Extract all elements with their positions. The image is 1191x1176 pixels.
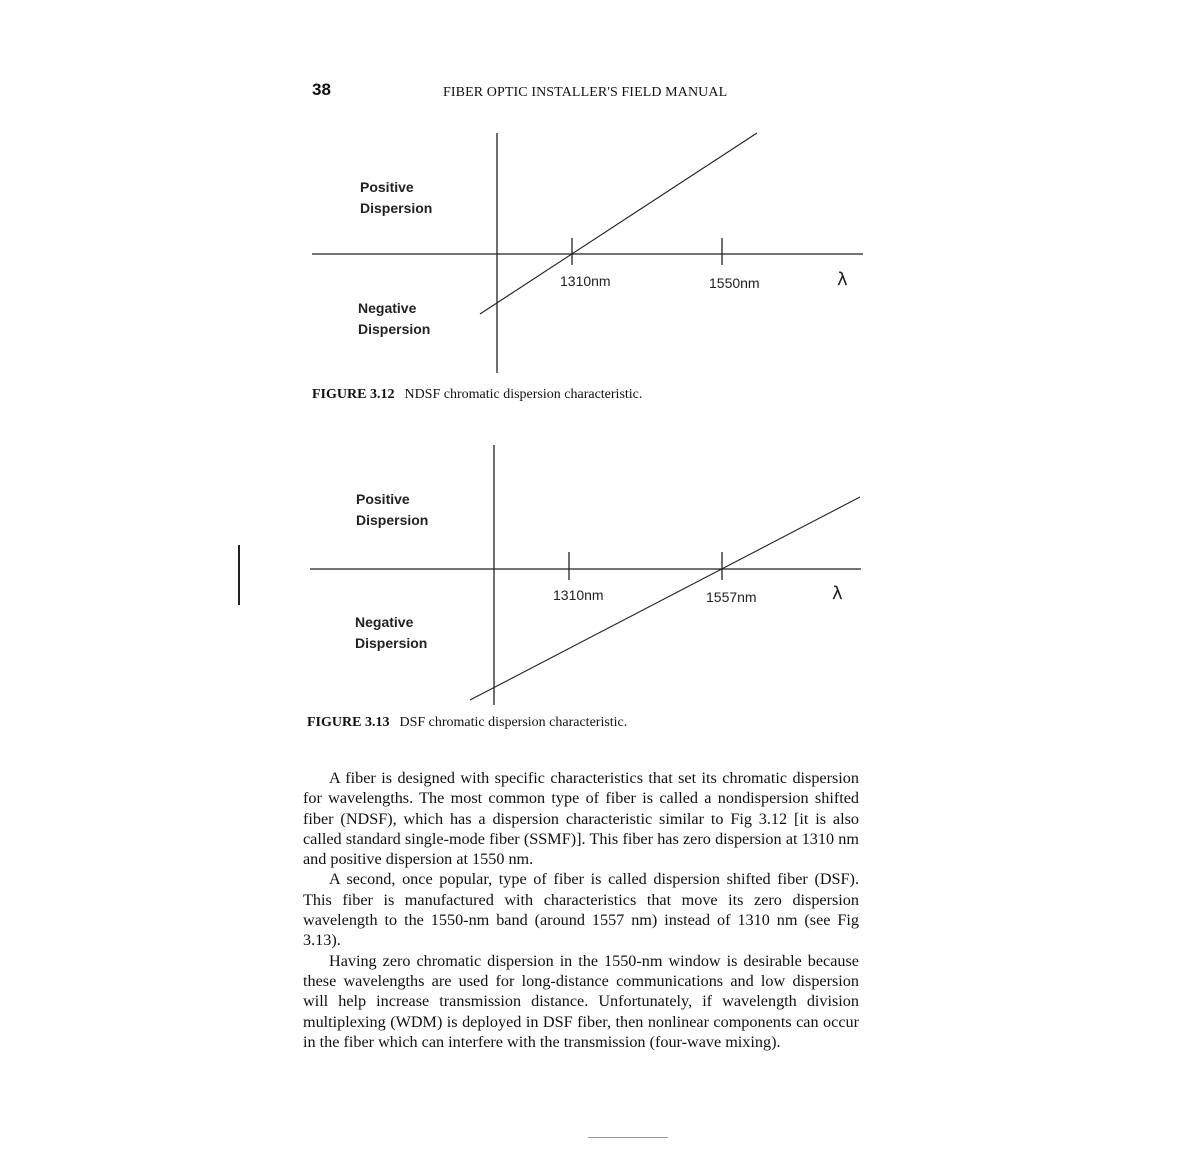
positive-dispersion-label bbox=[360, 177, 432, 219]
figure-3-12-caption bbox=[312, 387, 642, 403]
paragraph-3: Having zero chromatic dispersion in the 1550-nm window is desirable because these wavelengths are used for long-distance communications and low dispersion will help increase transmission distance. Unfortunately, if wavelength division multiplexing (WDM) is deployed in DSF fiber, then nonlinear components can occur in the fiber which can interfere with the transmission (four-wave mixing). bbox=[303, 951, 859, 1051]
lambda-symbol: λ bbox=[837, 269, 848, 290]
tick-label-1550: 1550nm bbox=[709, 275, 760, 291]
caption-number: FIGURE 3.13 bbox=[307, 715, 390, 730]
tick-label-1310: 1310nm bbox=[560, 273, 611, 289]
positive-dispersion-label bbox=[356, 489, 428, 531]
figure-3-13 bbox=[300, 440, 880, 710]
margin-bar bbox=[238, 545, 240, 605]
negative-dispersion-label bbox=[358, 298, 430, 340]
figure-3-12 bbox=[300, 125, 880, 410]
paragraph-1: A fiber is designed with specific characteristics that set its chromatic dispersion for wavelengths. The most common type of fiber is called a nondispersion shifted fiber (NDSF), which has a dispersion characteristic similar to Fig 3.12 [it is also called standard single-mode fiber (SSMF)]. This fiber has zero dispersion at 1310 nm and positive dispersion at 1550 nm. bbox=[303, 769, 859, 869]
dispersion-word: Dispersion bbox=[358, 321, 431, 337]
paragraph-2: A second, once popular, type of fiber is called dispersion shifted fiber (DSF). This fiber is manufactured with characteristics that move its zero dispersion wavelength to the 1550-nm band (around 1557 nm) instead of 1310 nm (see Fig 3.13). bbox=[303, 870, 859, 950]
negative-word: Negative bbox=[358, 300, 417, 316]
body-text bbox=[303, 768, 859, 1052]
tick-label-1557: 1557nm bbox=[706, 589, 757, 605]
figure-3-12-plot bbox=[300, 125, 880, 385]
running-title: FIBER OPTIC INSTALLER'S FIELD MANUAL bbox=[443, 85, 728, 100]
dispersion-line bbox=[470, 497, 860, 700]
positive-word: Positive bbox=[360, 179, 414, 195]
figure-3-13-plot bbox=[300, 440, 880, 710]
negative-word: Negative bbox=[355, 614, 414, 630]
tick-label-1310: 1310nm bbox=[553, 587, 604, 603]
caption-text: NDSF chromatic dispersion characteristic. bbox=[404, 387, 643, 402]
dispersion-word: Dispersion bbox=[356, 512, 429, 528]
caption-number: FIGURE 3.12 bbox=[312, 387, 395, 402]
figure-3-13-caption bbox=[307, 715, 627, 731]
lambda-symbol: λ bbox=[832, 583, 843, 604]
footer-rule bbox=[588, 1137, 668, 1138]
dispersion-word: Dispersion bbox=[355, 635, 428, 651]
positive-word: Positive bbox=[356, 491, 410, 507]
dispersion-word: Dispersion bbox=[360, 200, 433, 216]
caption-text: DSF chromatic dispersion characteristic. bbox=[399, 715, 628, 730]
page-number: 38 bbox=[312, 80, 331, 99]
negative-dispersion-label bbox=[355, 612, 427, 654]
